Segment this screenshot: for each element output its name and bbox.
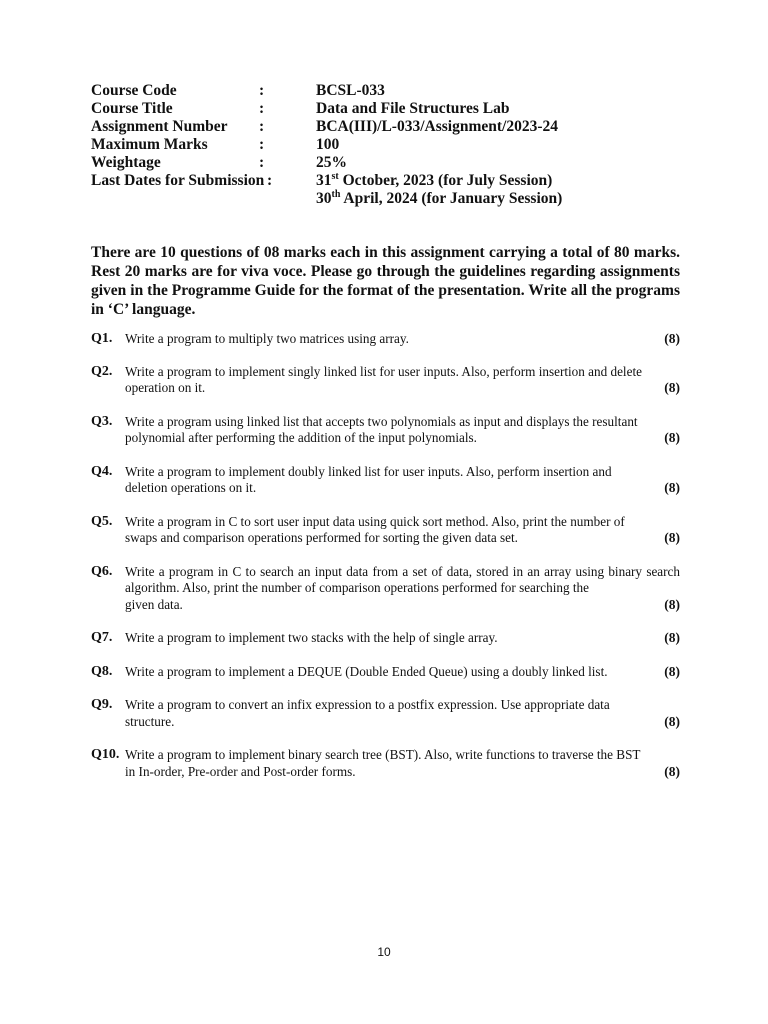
question-marks: (8) <box>664 596 680 612</box>
question-text: Write a program to implement binary search tree (BST). Also, write functions to traverse the BST <box>125 747 641 762</box>
question-body <box>125 364 680 397</box>
question-text: Write a program in C to search an input data from a set of data, stored in an array using binary search algorithm. Also, print the number of comparison operations performed for searching the <box>125 563 680 595</box>
question-text-end: operation on it. <box>125 380 206 395</box>
question-number: Q4. <box>91 463 113 479</box>
question-4 <box>91 464 680 497</box>
question-text: Write a program to implement two stacks with the help of single array. <box>125 630 498 645</box>
question-last-line <box>125 380 680 397</box>
question-text: Write a program in C to sort user input data using quick sort method. Also, print the number of <box>125 513 625 529</box>
course-details <box>91 82 651 208</box>
question-text: Write a program to convert an infix expression to a postfix expression. Use appropriate data <box>125 697 610 712</box>
question-1 <box>91 331 680 348</box>
question-text: Write a program using linked list that accepts two polynomials as input and displays the resultant <box>125 413 638 429</box>
question-last-line <box>125 430 680 447</box>
question-5 <box>91 514 680 547</box>
question-body <box>125 630 680 647</box>
course-code-value: BCSL-033 <box>316 82 385 99</box>
colon: : <box>259 100 265 117</box>
question-marks: (8) <box>664 763 680 779</box>
weightage-value: 25% <box>316 154 347 171</box>
question-2 <box>91 364 680 397</box>
question-body <box>125 564 680 614</box>
question-marks: (8) <box>664 663 680 679</box>
july-session-date <box>316 172 651 190</box>
question-text-end: in In-order, Pre-order and Post-order forms. <box>125 763 356 779</box>
assignment-number-label: Assignment Number <box>91 118 228 135</box>
question-number: Q1. <box>91 331 113 346</box>
question-body <box>125 331 680 348</box>
question-text: Write a program to implement doubly linked list for user inputs. Also, perform insertion and <box>125 463 612 479</box>
question-text-end: polynomial after performing the addition of the input polynomials. <box>125 430 477 445</box>
question-marks: (8) <box>664 530 680 545</box>
question-last-line <box>125 597 680 614</box>
colon: : <box>259 118 265 135</box>
question-last-line <box>125 480 680 497</box>
course-code-row <box>91 82 651 100</box>
date-suffix: th <box>331 188 341 200</box>
question-3 <box>91 414 680 447</box>
instructions-paragraph: There are 10 questions of 08 marks each in this assignment carrying a total of 80 marks. Rest 20 marks are for viva voce. Please go through the guidelines regarding assignments given in the Programme Guide for the format of the presentation. Write all the programs in ‘C’ language. <box>91 244 680 318</box>
question-number: Q8. <box>91 663 113 679</box>
page-number: 10 <box>377 945 391 959</box>
question-text: Write a program to implement a DEQUE (Double Ended Queue) using a doubly linked list. <box>125 663 608 679</box>
date-rest: April, 2024 (for January Session) <box>340 190 563 207</box>
course-code-label: Course Code <box>91 82 177 99</box>
question-marks: (8) <box>664 630 680 645</box>
maximum-marks-value: 100 <box>316 136 340 153</box>
january-session-date <box>91 190 651 208</box>
question-last-line <box>125 764 680 781</box>
question-6 <box>91 564 680 614</box>
last-dates-label: Last Dates for Submission <box>91 172 265 189</box>
question-marks: (8) <box>664 713 680 729</box>
question-marks: (8) <box>664 331 680 346</box>
date-rest: October, 2023 (for July Session) <box>338 172 553 189</box>
question-text: Write a program to implement singly linked list for user inputs. Also, perform insertion and delete <box>125 363 642 379</box>
question-body <box>125 464 680 497</box>
question-body <box>125 747 680 780</box>
question-8 <box>91 664 680 681</box>
maximum-marks-row <box>91 136 651 154</box>
question-number: Q5. <box>91 513 113 529</box>
question-text-end: swaps and comparison operations performed for sorting the given data set. <box>125 530 518 545</box>
weightage-label: Weightage <box>91 154 161 171</box>
question-text-end: deletion operations on it. <box>125 480 257 495</box>
question-list <box>91 331 680 780</box>
question-10 <box>91 747 680 780</box>
question-number: Q3. <box>91 413 113 429</box>
question-body <box>125 664 680 681</box>
question-last-line <box>125 530 680 547</box>
assignment-number-value: BCA(III)/L-033/Assignment/2023-24 <box>316 118 558 135</box>
last-dates-row <box>91 172 651 190</box>
date-day: 30 <box>316 190 332 207</box>
maximum-marks-label: Maximum Marks <box>91 136 208 153</box>
question-7 <box>91 630 680 647</box>
colon: : <box>259 82 265 99</box>
date-suffix: st <box>331 170 339 182</box>
course-title-value: Data and File Structures Lab <box>316 100 510 117</box>
question-number: Q10. <box>91 747 120 762</box>
colon: : <box>259 154 265 171</box>
colon: : <box>267 172 273 189</box>
question-body <box>125 514 680 547</box>
question-marks: (8) <box>664 430 680 445</box>
assignment-number-row <box>91 118 651 136</box>
question-text-end: structure. <box>125 713 175 729</box>
question-marks: (8) <box>664 380 680 395</box>
course-title-label: Course Title <box>91 100 173 117</box>
question-number: Q2. <box>91 363 113 379</box>
question-body <box>125 697 680 730</box>
question-9 <box>91 697 680 730</box>
question-number: Q6. <box>91 563 113 579</box>
question-number: Q7. <box>91 630 113 645</box>
weightage-row <box>91 154 651 172</box>
question-number: Q9. <box>91 697 113 712</box>
question-marks: (8) <box>664 480 680 495</box>
question-body <box>125 414 680 447</box>
colon: : <box>259 136 265 153</box>
course-title-row <box>91 100 651 118</box>
question-text: Write a program to multiply two matrices using array. <box>125 331 409 346</box>
question-last-line <box>125 714 680 731</box>
date-day: 31 <box>316 172 332 189</box>
question-text-end: given data. <box>125 596 183 612</box>
